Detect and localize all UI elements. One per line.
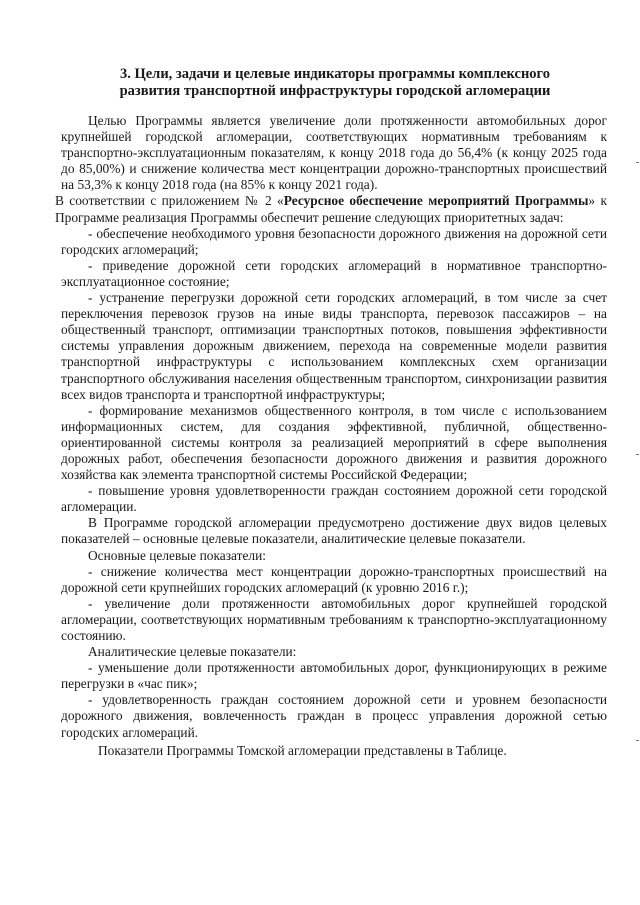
appendix-paragraph [55, 193, 607, 225]
scan-margin-mark [636, 162, 639, 163]
task-item: - обеспечение необходимого уровня безопасности дорожного движения на дорожной сети городских агломераций; [61, 225, 607, 257]
task-item: - повышение уровня удовлетворенности граждан состоянием дорожной сети городской агломерации. [61, 483, 607, 515]
task-item: - приведение дорожной сети городских агломераций в нормативное транспортно-эксплуатационное состояние; [61, 257, 607, 289]
main-indicator-item: - увеличение доли протяженности автомобильных дорог крупнейшей городской агломерации, соответствующих нормативным требованиям к транспортно-эксплуатационному состоянию. [61, 595, 607, 643]
document-body [55, 113, 607, 759]
heading-line-2: развития транспортной инфраструктуры городской агломерации [119, 83, 551, 99]
appendix-text-pre: В соответствии с приложением № 2 « [55, 193, 284, 209]
goal-paragraph: Целью Программы является увеличение доли протяженности автомобильных дорог крупнейшей городской агломерации, соответствующих нормативным требованиям к транспортно-эксплуатационным показателям, к концу 2018 года до 56,4% (к концу 2025 года до 85,00%) и снижение количества мест концентрации дорожно-транспортных происшествий на 53,3% к концу 2018 года (на 85% к концу 2021 года). [61, 113, 607, 193]
analytic-indicator-item: - удовлетворенность граждан состоянием дорожной сети и уровнем безопасности дорожного движения, вовлеченность граждан в процесс управления дорожной сетью городских агломераций. [61, 692, 607, 740]
task-item: - формирование механизмов общественного контроля, в том числе с использованием информационных систем, для создания эффективной, публичной, общественно-ориентированной системы контроля за реализацией мероприятий в сфере выполнения дорожных работ, обеспечения безопасности дорожного движения и развития дорожного хозяйства как элемента транспортной системы Российской Федерации; [61, 402, 607, 483]
scan-margin-mark [636, 740, 639, 741]
section-heading [100, 66, 570, 100]
analytic-indicator-item: - уменьшение доли протяженности автомобильных дорог, функционирующих в режиме перегрузки в «час пик»; [61, 660, 607, 692]
appendix-bold-title: Ресурсное обеспечение мероприятий Программы [283, 193, 589, 209]
indicators-paragraph: В Программе городской агломерации предусмотрено достижение двух видов целевых показателей – основные целевые показатели, аналитические целевые показатели. [61, 515, 607, 547]
heading-line-1: 3. Цели, задачи и целевые индикаторы программы комплексного [119, 66, 551, 82]
scan-margin-mark [636, 454, 639, 455]
appendix-text-post: » к Программе реализация Программы обеспечит решение следующих приоритетных задач: [55, 193, 607, 225]
main-indicator-item: - снижение количества мест концентрации дорожно-транспортных происшествий на дорожной сети крупнейших городских агломераций (к уровню 2016 г.); [61, 563, 607, 595]
analytic-indicators-title: Аналитические целевые показатели: [88, 644, 297, 660]
task-item: - устранение перегрузки дорожной сети городских агломераций, в том числе за счет переключения перевозок грузов на иные виды транспорта, перевозок пассажиров – на общественный транспорт, оптимизации транспортных потоков, повышения эффективности системы управления дорожным движением, перехода на современные модели развития транспортной инфраструктуры с использованием комплексных схем организации транспортного обслуживания населения общественным транспортом, синхронизации развития всех видов транспорта и транспортной инфраструктуры; [61, 290, 607, 402]
closing-paragraph: Показатели Программы Томской агломерации представлены в Таблице. [98, 742, 507, 758]
main-indicators-title: Основные целевые показатели: [88, 547, 266, 563]
